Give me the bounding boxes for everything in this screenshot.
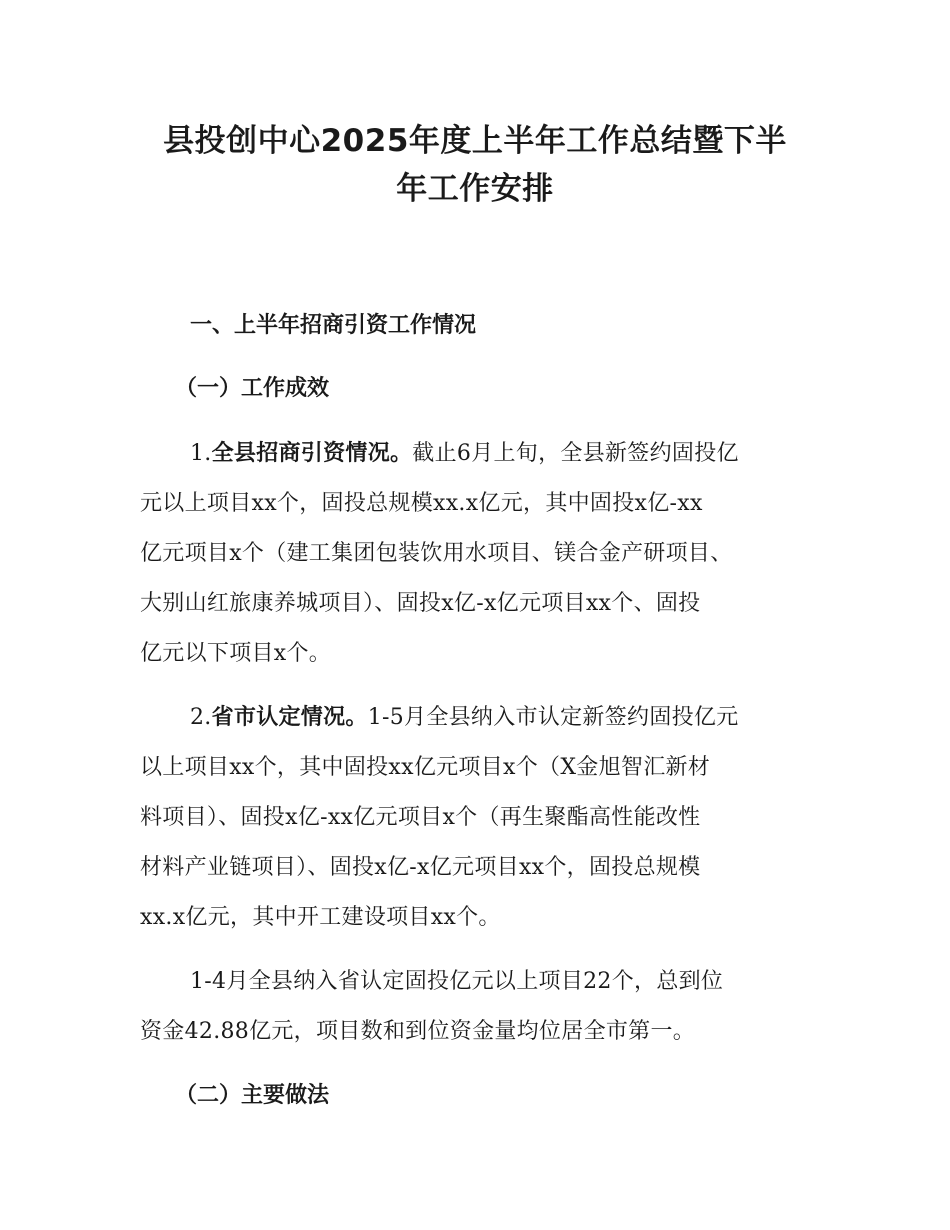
- paragraph-1-line-3: 亿元项目x个（建工集团包装饮用水项目、镁合金产研项目、: [140, 541, 733, 566]
- document-title-line-1: 县投创中心2025年度上半年工作总结暨下半: [163, 123, 787, 159]
- subsection-heading-methods: （二）主要做法: [175, 1083, 330, 1108]
- paragraph-1-line-2: 元以上项目xx个，固投总规模xx.x亿元，其中固投x亿-xx: [140, 491, 703, 516]
- paragraph-3-line-1: 1-4月全县纳入省认定固投亿元以上项目22个，总到位: [190, 969, 724, 994]
- paragraph-2-line-1: [190, 703, 820, 733]
- paragraph-1-line-4: 大别山红旅康养城项目）、固投x亿-x亿元项目xx个、固投: [140, 591, 701, 616]
- paragraph-1-line-1: [190, 439, 820, 469]
- paragraph-1-line-1-text: 截止6月上旬，全县新签约固投亿: [412, 441, 739, 466]
- paragraph-2-number: 2.: [190, 705, 212, 730]
- paragraph-1-lead: 全县招商引资情况。: [211, 441, 413, 466]
- paragraph-1-line-5: 亿元以下项目x个。: [140, 641, 332, 666]
- document-title-line-2: 年工作安排: [396, 171, 554, 207]
- section-heading-1: 一、上半年招商引资工作情况: [190, 313, 477, 338]
- paragraph-2-line-4: 材料产业链项目）、固投x亿-x亿元项目xx个，固投总规模: [140, 855, 701, 880]
- paragraph-2-line-5: xx.x亿元，其中开工建设项目xx个。: [140, 905, 501, 930]
- paragraph-3-line-2: 资金42.88亿元，项目数和到位资金量均位居全市第一。: [140, 1019, 696, 1044]
- paragraph-2-line-1-text: 1-5月全县纳入市认定新签约固投亿元: [367, 705, 739, 730]
- paragraph-2-line-3: 料项目）、固投x亿-xx亿元项目x个（再生聚酯高性能改性: [140, 805, 701, 830]
- paragraph-1-number: 1.: [190, 441, 212, 466]
- paragraph-2-line-2: 以上项目xx个，其中固投xx亿元项目x个（X金旭智汇新材: [140, 755, 711, 780]
- paragraph-2-lead: 省市认定情况。: [211, 705, 368, 730]
- subsection-heading-achievements: （一）工作成效: [175, 376, 330, 401]
